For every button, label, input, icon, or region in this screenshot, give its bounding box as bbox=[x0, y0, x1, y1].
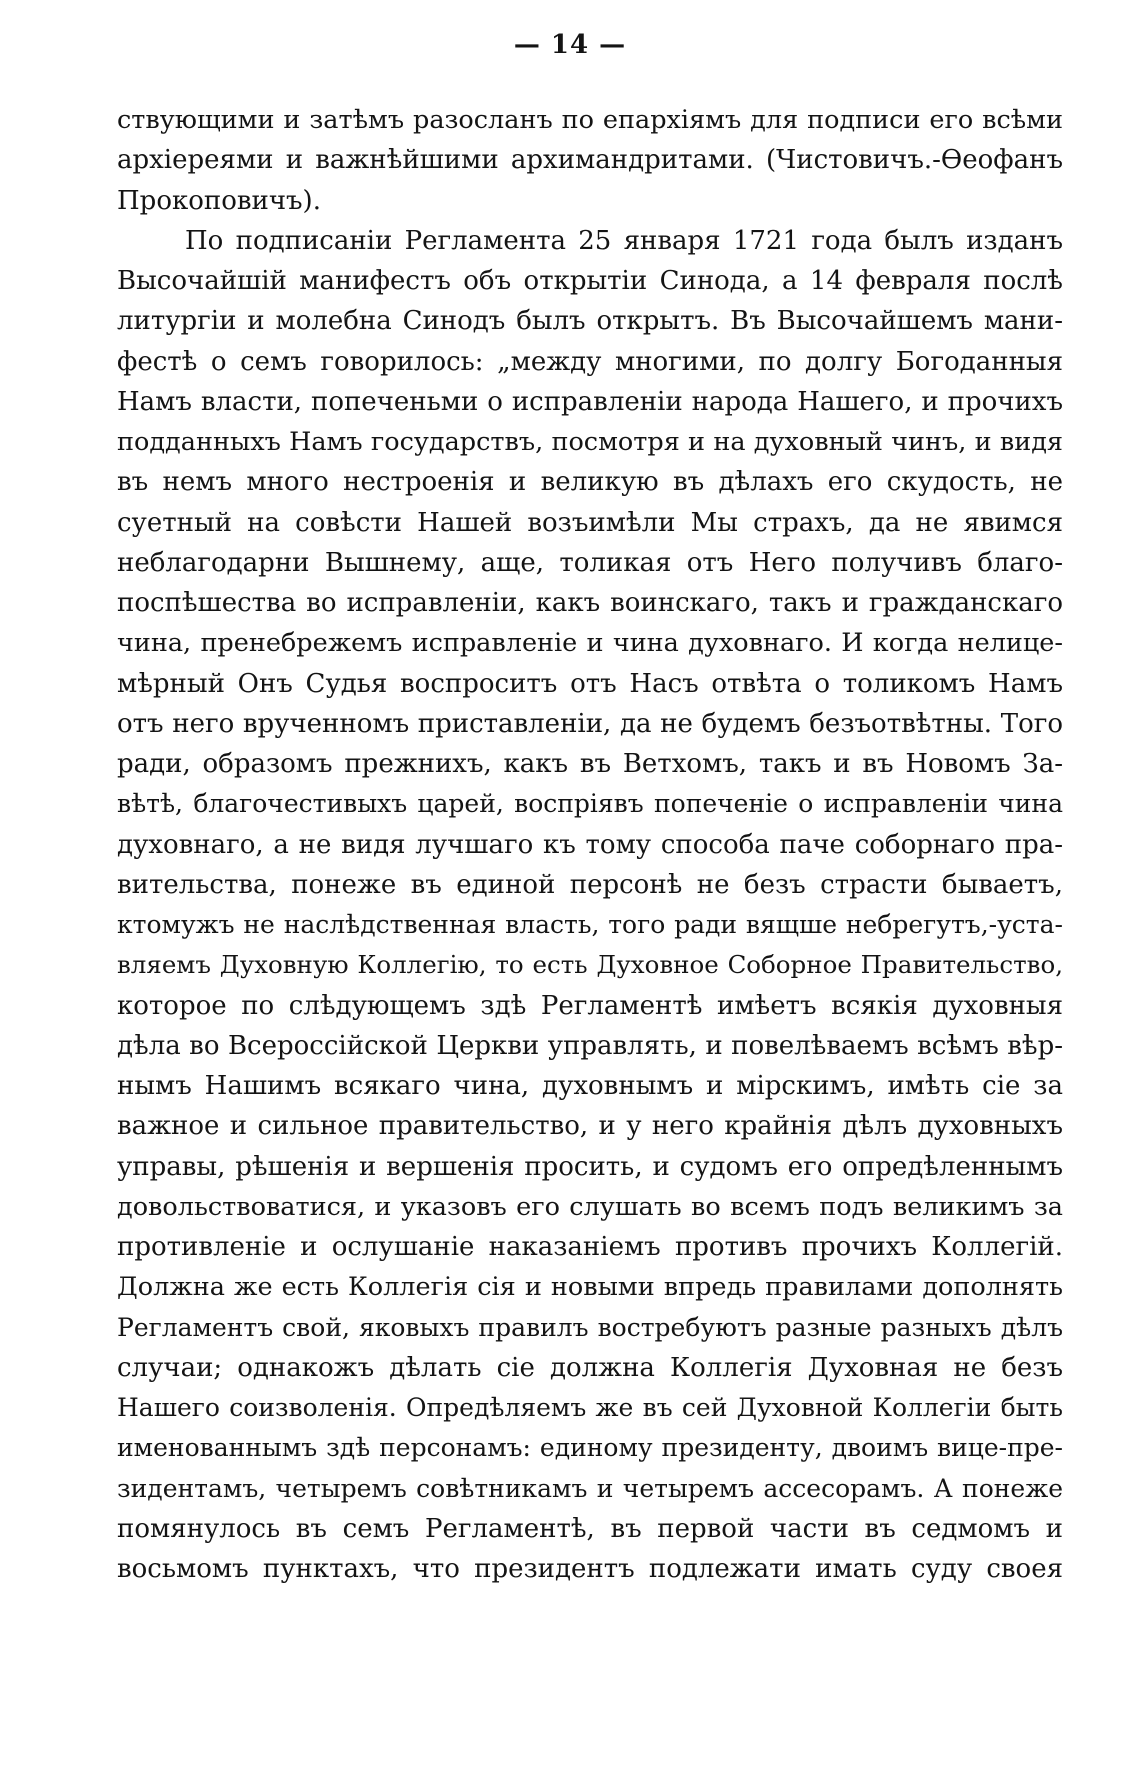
text-line: мѣрный Онъ Судья воспроситъ отъ Насъ отвѣта о толикомъ Намъ bbox=[117, 668, 1063, 699]
text-line: зидентамъ, четыремъ совѣтникамъ и четыремъ ассесорамъ. А понеже bbox=[117, 1473, 1063, 1503]
text-line: Высочайшій манифестъ объ открытіи Синода, а 14 февраля послѣ bbox=[117, 266, 1063, 296]
text-line: литургіи и молебна Синодъ былъ открытъ. Въ Высочайшемъ мани- bbox=[117, 306, 1063, 337]
text-line: духовнаго, а не видя лучшаго къ тому способа паче соборнаго пра- bbox=[117, 829, 1063, 860]
text-line: Нашего соизволенія. Опредѣляемъ же въ сей Духовной Коллегіи быть bbox=[117, 1393, 1063, 1422]
text-line: чина, пренебрежемъ исправленіе и чина духовнаго. И когда нелице- bbox=[117, 628, 1063, 659]
text-line: ктомужъ не наслѣдственная власть, того ради вящше небрегутъ,-уста- bbox=[117, 910, 1063, 939]
text-line: важное и сильное правительство, и у него крайнія дѣлъ духовныхъ bbox=[117, 1111, 1063, 1142]
text-line: вляемъ Духовную Коллегію, то есть Духовное Соборное Правительство, bbox=[117, 950, 1063, 980]
text-line: помянулось въ семъ Регламентѣ, въ первой части въ седмомъ и bbox=[117, 1513, 1063, 1544]
text-line: вительства, понеже въ единой персонѣ не безъ страсти бываетъ, bbox=[117, 869, 1063, 900]
text-line: Регламентъ свой, яковыхъ правилъ востребуютъ разные разныхъ дѣлъ bbox=[117, 1312, 1063, 1342]
text-line: неблагодарни Вышнему, аще, толикая отъ Него получивъ благо- bbox=[117, 547, 1063, 578]
text-line: поспѣшества во исправленіи, какъ воинскаго, такъ и гражданскаго bbox=[117, 588, 1063, 618]
text-line: которое по слѣдующемъ здѣ Регламентѣ имѣетъ всякія духовныя bbox=[117, 990, 1063, 1021]
text-line: вѣтѣ, благочестивыхъ царей, воспріявъ попеченіе о исправленіи чина bbox=[117, 789, 1063, 819]
text-line: случаи; однакожъ дѣлать сіе должна Коллегія Духовная не безъ bbox=[117, 1352, 1063, 1383]
text-line: подданныхъ Намъ государствъ, посмотря и на духовный чинъ, и видя bbox=[117, 427, 1063, 457]
text-line: довольствоватися, и указовъ его слушать во всемъ подъ великимъ за bbox=[117, 1191, 1063, 1222]
text-line: Должна же есть Коллегія сія и новыми впредь правилами дополнять bbox=[117, 1272, 1063, 1303]
text-line: именованнымъ здѣ персонамъ: единому президенту, двоимъ вице-пре- bbox=[117, 1433, 1063, 1463]
text-line: восьмомъ пунктахъ, что президентъ подлежати имать суду своея bbox=[117, 1554, 1063, 1584]
text-body bbox=[117, 100, 1063, 1589]
text-line: ради, образомъ прежнихъ, какъ въ Ветхомъ, такъ и въ Новомъ За- bbox=[117, 749, 1063, 779]
text-line: управы, рѣшенія и вершенія просить, и судомъ его опредѣленнымъ bbox=[117, 1151, 1063, 1182]
page-number: — 14 — bbox=[513, 30, 627, 60]
text-line: нымъ Нашимъ всякаго чина, духовнымъ и мірскимъ, имѣть сіе за bbox=[117, 1071, 1063, 1101]
text-line: въ немъ много нестроенія и великую въ дѣлахъ его скудость, не bbox=[117, 467, 1063, 498]
text-line: Намъ власти, попеченьми о исправленіи народа Нашего, и прочихъ bbox=[117, 386, 1063, 417]
text-line: фестѣ о семъ говорилось: „между многими, по долгу Богоданныя bbox=[117, 346, 1063, 377]
text-line: Прокоповичъ). bbox=[117, 185, 321, 216]
text-line: противленіе и ослушаніе наказаніемъ противъ прочихъ Коллегій. bbox=[117, 1232, 1063, 1262]
text-line: По подписаніи Регламента 25 января 1721 года былъ изданъ bbox=[185, 225, 1063, 256]
text-line: отъ него врученномъ приставленіи, да не будемъ безъотвѣтны. Того bbox=[117, 708, 1063, 739]
text-line: ствующими и затѣмъ разосланъ по епархіямъ для подписи его всѣми bbox=[117, 105, 1063, 135]
text-line: дѣла во Всероссійской Церкви управлять, и повелѣваемъ всѣмъ вѣр- bbox=[117, 1030, 1063, 1061]
text-line: суетный на совѣсти Нашей возъимѣли Мы страхъ, да не явимся bbox=[117, 507, 1063, 538]
text-line: архіереями и важнѣйшими архимандритами. (Чистовичъ.-Ѳеофанъ bbox=[117, 145, 1063, 176]
